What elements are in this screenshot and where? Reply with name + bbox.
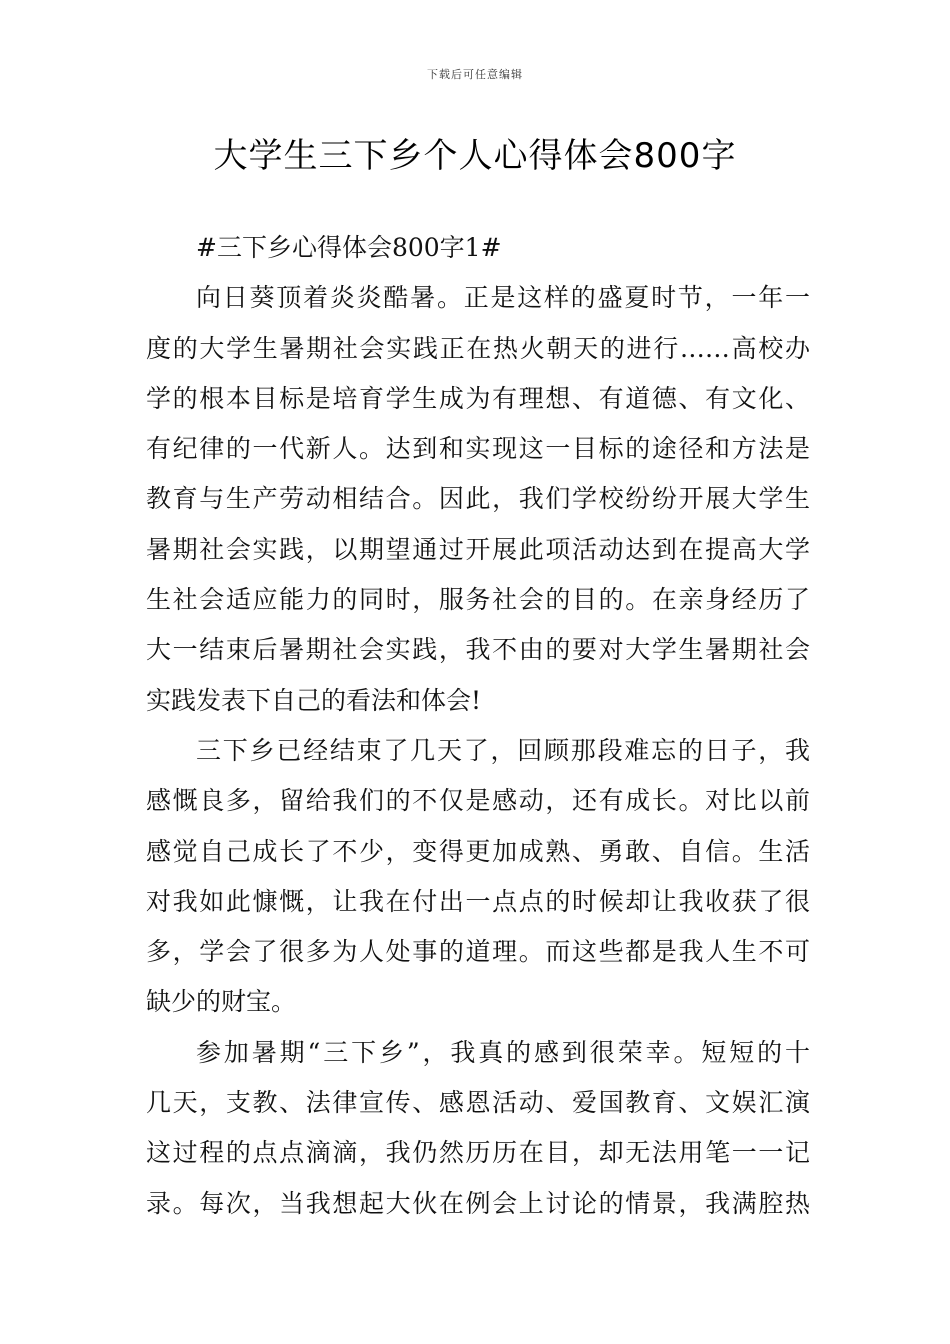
paragraph-line: 三下乡已经结束了几天了，回顾那段难忘的日子，我 (196, 735, 810, 765)
paragraph-line: 多，学会了很多为人处事的道理。而这些都是我人生不可 (146, 937, 810, 967)
paragraph-line: 学的根本目标是培育学生成为有理想、有道德、有文化、 (146, 383, 810, 413)
paragraph-line: 实践发表下自己的看法和体会! (146, 685, 482, 715)
section-heading: #三下乡心得体会800字1# (196, 233, 502, 262)
paragraph-line: 这过程的点点滴滴，我仍然历历在目，却无法用笔一一记 (146, 1138, 810, 1168)
paragraph-line: 有纪律的一代新人。达到和实现这一目标的途径和方法是 (146, 434, 810, 464)
paragraph-line: 感慨良多，留给我们的不仅是感动，还有成长。对比以前 (146, 786, 810, 816)
paragraph-line: 暑期社会实践，以期望通过开展此项活动达到在提高大学 (146, 534, 810, 564)
paragraph-line: 大一结束后暑期社会实践，我不由的要对大学生暑期社会 (146, 635, 810, 665)
paragraph-line: 缺少的财宝。 (146, 987, 297, 1017)
paragraph-line: 向日葵顶着炎炎酷暑。正是这样的盛夏时节，一年一 (196, 283, 810, 313)
document-title: 大学生三下乡个人心得体会800字 (213, 136, 737, 176)
header-note: 下载后可任意编辑 (427, 68, 523, 81)
paragraph-line: 教育与生产劳动相结合。因此，我们学校纷纷开展大学生 (146, 484, 810, 514)
document-body (146, 228, 810, 1234)
paragraph-line: 生社会适应能力的同时，服务社会的目的。在亲身经历了 (146, 585, 810, 615)
paragraph-line: 录。每次，当我想起大伙在例会上讨论的情景，我满腔热 (146, 1188, 810, 1218)
paragraph-line: 感觉自己成长了不少，变得更加成熟、勇敢、自信。生活 (146, 836, 810, 866)
paragraph-line: 几天，支教、法律宣传、感恩活动、爱国教育、文娱汇演 (146, 1088, 810, 1118)
paragraph-line: 度的大学生暑期社会实践正在热火朝天的进行……高校办 (146, 333, 810, 363)
paragraph-line: 对我如此慷慨，让我在付出一点点的时候却让我收获了很 (146, 886, 810, 916)
paragraph-line: 参加暑期“三下乡”，我真的感到很荣幸。短短的十 (196, 1037, 810, 1067)
